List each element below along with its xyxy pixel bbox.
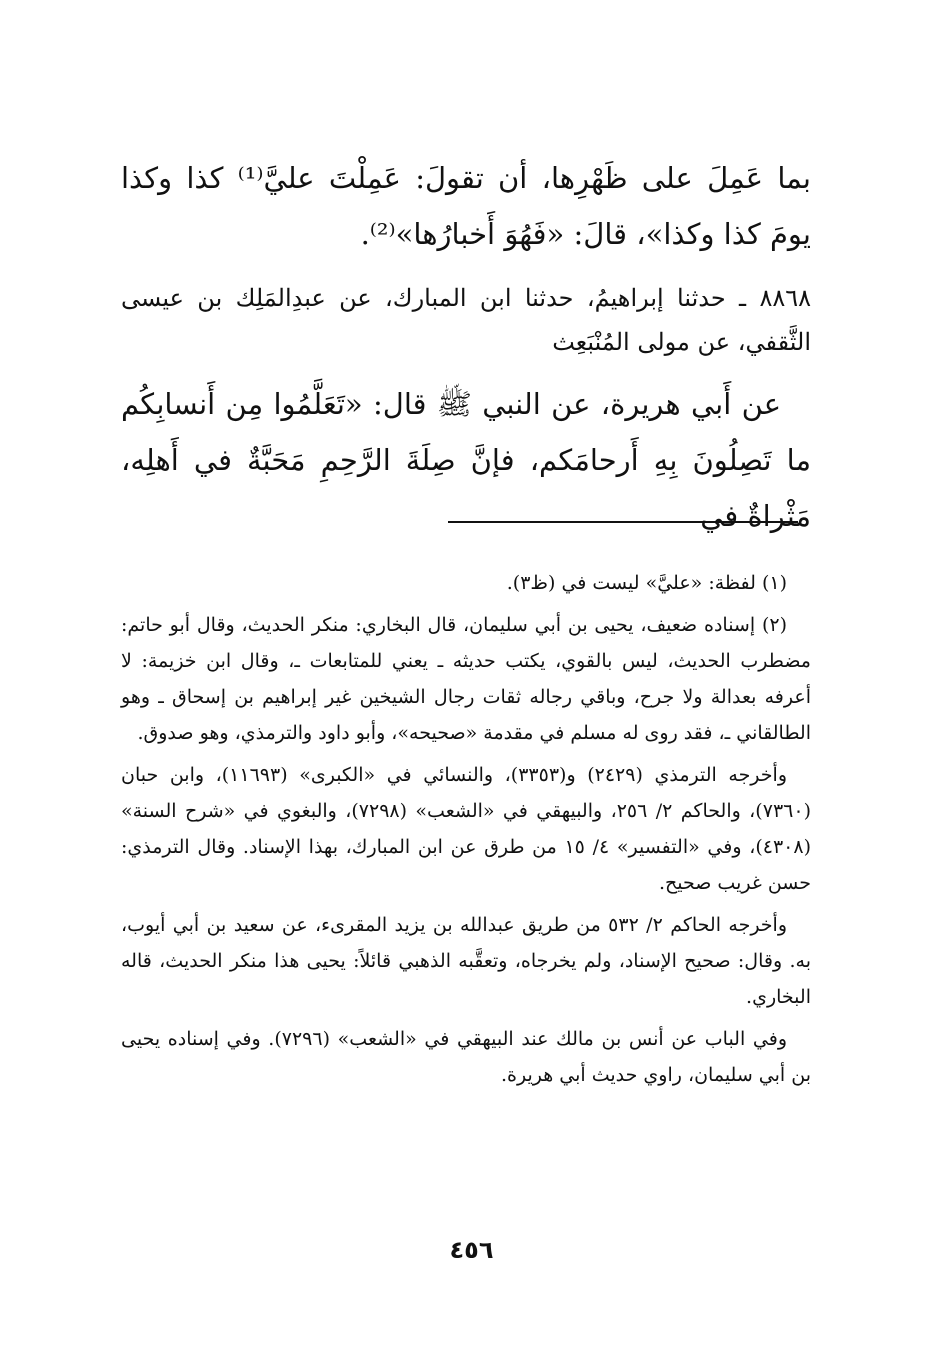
page-number: ٤٥٦: [449, 1236, 494, 1264]
footnote-2-hakim: وأخرجه الحاكم ٢/ ٥٣٢ من طريق عبدالله بن يزيد المقرىء، عن سعيد بن أبي أيوب، به. وقال: صحيح الإسناد، ولم يخرجاه، وتعقَّبه الذهبي قائلاً: يحيى هذا منكر الحديث، قاله البخاري.: [121, 914, 811, 1008]
footnote-separator: [448, 521, 798, 523]
footnote-1: (١) لفظة: «عليَّ» ليست في (ظ٣).: [506, 572, 787, 594]
main-paragraph: بما عَمِلَ على ظَهْرِها، أن تقولَ: عَمِلْتَ عليَّ⁽¹⁾ كذا وكذا يومَ كذا وكذا»، قالَ: «فَهُوَ أَخبارُها»⁽²⁾.: [121, 161, 811, 251]
footnote-2-takhrij: وأخرجه الترمذي (٢٤٢٩) و(٣٣٥٣)، والنسائي في «الكبرى» (١١٦٩٣)، وابن حبان (٧٣٦٠)، والحاكم ٢/ ٢٥٦، والبيهقي في «الشعب» (٧٢٩٨)، والبغوي في «شرح السنة» (٤٣٠٨)، وفي «التفسير» ٤/ ١٥ من طرق عن ابن المبارك، بهذا الإسناد. وقال الترمذي: حسن غريب صحيح.: [121, 764, 811, 894]
hadith-text: عن أَبي هريرة، عن النبي ﷺ قال: «تَعَلَّمُوا مِن أَنسابِكُم ما تَصِلُونَ بِهِ أَرحامَكم، فإنَّ صِلَةَ الرَّحِمِ مَحَبَّةٌ في أَهلِه، مَثْراةٌ في: [121, 387, 811, 533]
footnote-2: (٢) إسناده ضعيف، يحيى بن أبي سليمان، قال البخاري: منكر الحديث، وقال أبو حاتم: مضطرب الحديث، ليس بالقوي، يكتب حديثه ـ يعني للمتابعات ـ، وقال ابن خزيمة: لا أعرفه بعدالة ولا جرح، وباقي رجاله ثقات رجال الشيخين غير إبراهيم بن إسحاق ـ وهو الطالقاني ـ، فقد روى له مسلم في مقدمة «صحيحه»، وأبو داود والترمذي، وهو صدوق.: [121, 614, 811, 744]
main-text: [121, 150, 811, 544]
footnote-2-bab: وفي الباب عن أنس بن مالك عند البيهقي في «الشعب» (٧٢٩٦). وفي إسناده يحيى بن أبي سليمان، راوي حديث أبي هريرة.: [121, 1028, 811, 1086]
hadith-chain: ٨٨٦٨ ـ حدثنا إبراهيمُ، حدثنا ابن المبارك، عن عبدِالمَلِك بن عيسى الثَّقفي، عن مولى المُنْبَعِث: [121, 284, 811, 356]
footnotes: [121, 565, 811, 1099]
